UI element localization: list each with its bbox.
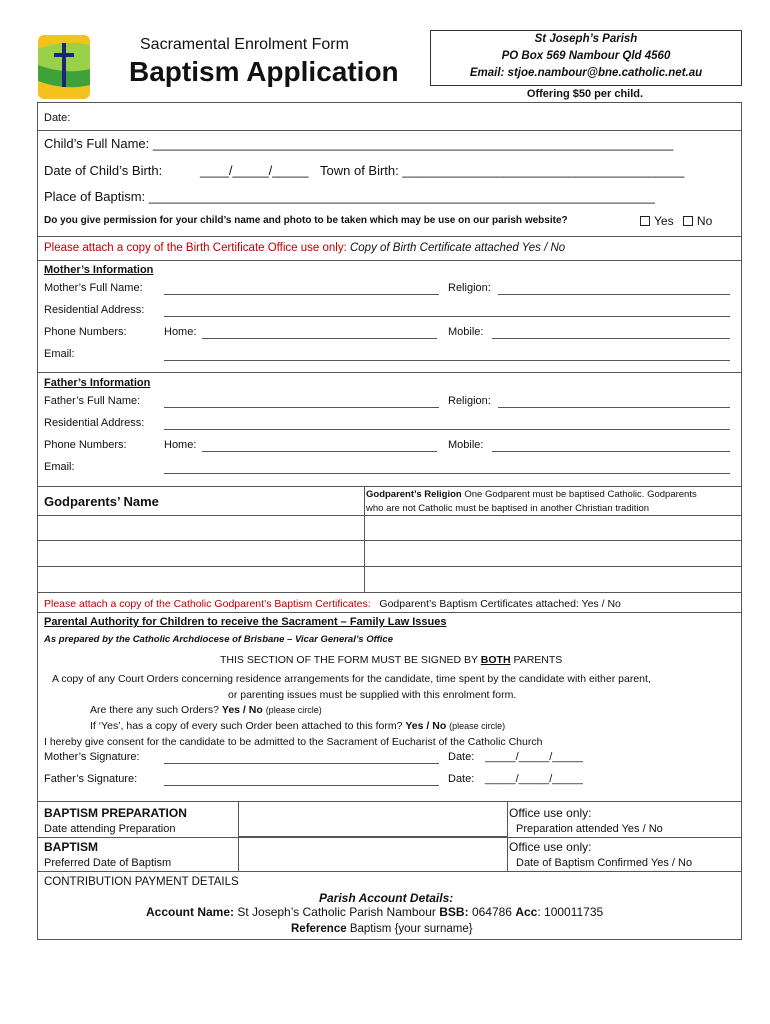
father-address-label: Residential Address: (44, 417, 145, 429)
mother-email-input[interactable] (164, 360, 730, 361)
no-checkbox[interactable] (683, 216, 693, 226)
mother-address-input[interactable] (164, 316, 730, 317)
court-orders-text-1: A copy of any Court Orders concerning residence arrangements for the candidate, time spent by the candidate with either parent, (52, 673, 651, 685)
date-label: Date: (44, 112, 71, 124)
prep-title: BAPTISM PREPARATION (44, 806, 187, 820)
godparent-row-3[interactable] (37, 592, 742, 593)
father-signature-label: Father’s Signature: (44, 773, 138, 785)
mother-date-label: Date: (448, 751, 475, 763)
parish-address: PO Box 569 Nambour Qld 4560 (501, 50, 671, 62)
court-orders-text-2: or parenting issues must be supplied with this enrolment form. (228, 689, 517, 701)
parish-email: Email: stjoe.nambour@bne.catholic.net.au (469, 67, 703, 79)
godparent-religion-header-line2: who are not Catholic must be baptised in another Christian tradition (366, 503, 650, 514)
father-date-label: Date: (448, 773, 475, 785)
offering-note: Offering $50 per child. (526, 88, 644, 100)
baptism-sub: Preferred Date of Baptism (44, 857, 172, 869)
father-religion-label: Religion: (448, 395, 491, 407)
godparent-row-2[interactable] (37, 566, 742, 567)
father-name-input[interactable] (164, 407, 439, 408)
mother-religion-input[interactable] (498, 294, 730, 295)
child-name-field[interactable]: Child’s Full Name: ________________________________________________________________________ (44, 136, 674, 151)
father-phone-label: Phone Numbers: (44, 439, 127, 451)
mother-signature-input[interactable] (164, 763, 439, 764)
place-of-baptism-field[interactable]: Place of Baptism: ______________________________________________________________________ (44, 189, 655, 204)
parish-info (430, 30, 742, 86)
mother-name-input[interactable] (164, 294, 439, 295)
orders-attached-question: If ‘Yes’, has a copy of every such Order been attached to this form? Yes / No (please circle) (90, 720, 506, 732)
mother-home-input[interactable] (202, 338, 437, 339)
godparents-name-header: Godparents’ Name (44, 494, 159, 509)
baptism-office-status: Date of Baptism Confirmed Yes / No (516, 857, 693, 869)
mother-phone-label: Phone Numbers: (44, 326, 127, 338)
prep-sub: Date attending Preparation (44, 823, 176, 835)
birth-cert-note: Please attach a copy of the Birth Certificate Office use only: Copy of Birth Certificate attached Yes / No (44, 242, 566, 254)
mother-name-label: Mother’s Full Name: (44, 282, 143, 294)
payment-heading: CONTRIBUTION PAYMENT DETAILS (44, 876, 239, 888)
mother-email-label: Email: (44, 348, 75, 360)
child-dob-field[interactable]: ____/_____/_____ (200, 163, 309, 178)
mother-date-input[interactable]: _____/_____/_____ (485, 751, 583, 763)
account-line: Account Name: St Joseph’s Catholic Parish Nambour BSB: 064786 Acc: 100011735 (146, 905, 604, 919)
mother-signature-label: Mother’s Signature: (44, 751, 140, 763)
mother-heading: Mother’s Information (44, 264, 154, 276)
godparent-cert-note: Please attach a copy of the Catholic Godparent’s Baptism Certificates: Godparent’s Baptism Certificates attached: Yes / No (44, 598, 621, 610)
reference-line: Reference Baptism {your surname} (291, 923, 473, 935)
father-date-input[interactable]: _____/_____/_____ (485, 773, 583, 785)
orders-yes-no[interactable]: Yes / No (221, 704, 263, 716)
attached-yes-no[interactable]: Yes / No (405, 720, 447, 732)
godparent-religion-header: Godparent’s Religion One Godparent must be baptised Catholic. Godparents (366, 489, 697, 500)
godparent-row-1[interactable] (37, 540, 742, 541)
prep-office-label: Office use only: (509, 806, 592, 820)
signed-by-both-note: THIS SECTION OF THE FORM MUST BE SIGNED BY BOTH PARENTS (220, 654, 563, 666)
form-subtitle: Sacramental Enrolment Form (140, 36, 349, 53)
father-email-label: Email: (44, 461, 75, 473)
mother-religion-label: Religion: (448, 282, 491, 294)
mother-mobile-label: Mobile: (448, 326, 484, 338)
town-of-birth-field[interactable]: Town of Birth: _______________________________________ (320, 163, 685, 178)
baptism-title: BAPTISM (44, 840, 98, 854)
form-title: Baptism Application (129, 56, 399, 87)
parental-heading: Parental Authority for Children to receive the Sacrament – Family Law Issues (44, 616, 447, 628)
parish-name: St Joseph’s Parish (534, 33, 638, 45)
child-dob-label: Date of Child’s Birth: (44, 163, 163, 178)
prep-office-status: Preparation attended Yes / No (516, 823, 663, 835)
father-heading: Father’s Information (44, 377, 151, 389)
father-mobile-input[interactable] (492, 451, 730, 452)
permission-options: Yes No (634, 214, 712, 228)
consent-statement: I hereby give consent for the candidate to be admitted to the Sacrament of Eucharist of the Catholic Church (44, 736, 543, 748)
yes-checkbox[interactable] (640, 216, 650, 226)
father-address-input[interactable] (164, 429, 730, 430)
baptism-office-label: Office use only: (509, 840, 592, 854)
father-mobile-label: Mobile: (448, 439, 484, 451)
father-religion-input[interactable] (498, 407, 730, 408)
father-signature-input[interactable] (164, 785, 439, 786)
father-home-label: Home: (164, 439, 197, 451)
father-email-input[interactable] (164, 473, 730, 474)
father-name-label: Father’s Full Name: (44, 395, 141, 407)
mother-mobile-input[interactable] (492, 338, 730, 339)
father-home-input[interactable] (202, 451, 437, 452)
account-details-heading: Parish Account Details: (319, 891, 454, 905)
permission-question: Do you give permission for your child’s name and photo to be taken which may be use on our parish website? (44, 215, 568, 226)
mother-address-label: Residential Address: (44, 304, 145, 316)
mother-home-label: Home: (164, 326, 197, 338)
parish-logo (38, 35, 90, 99)
parental-prepared-by: As prepared by the Catholic Archdiocese of Brisbane – Vicar General’s Office (44, 634, 393, 645)
cross-icon (62, 43, 66, 87)
orders-question: Are there any such Orders? Yes / No (please circle) (90, 704, 322, 716)
